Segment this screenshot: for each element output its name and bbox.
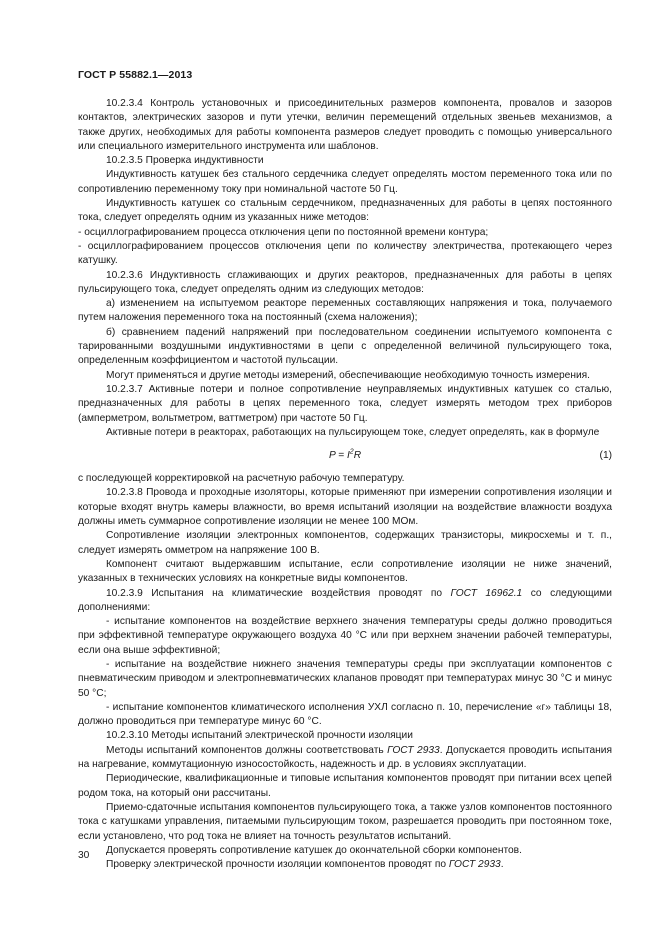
standard-reference: ГОСТ 2933 <box>448 859 501 871</box>
paragraph: 10.2.3.6 Индуктивность сглаживающих и других реакторов, предназначенных для работы в цепях пульсирующего тока, следует определять одним из следующих методов: <box>78 269 612 295</box>
standard-reference: ГОСТ 2933 <box>387 744 440 756</box>
list-item: б) сравнением падений напряжений при последовательном соединении испытуемого компонента с тарированными воздушными индуктивностями в цепи с определенной величиной пульсирующего тока, определенным коэффициентом и частотой пульсации. <box>78 326 612 367</box>
paragraph: Активные потери в реакторах, работающих на пульсирующем токе, следует определять, как в формуле <box>106 426 600 438</box>
list-item: - испытание на воздействие нижнего значения температуры среды при эксплуатации компонентов с пневматическим приводом и электропневматических клапанов проводят при температурах минус 30 °С и минус 50 °С; <box>78 658 612 699</box>
formula-number: (1) <box>599 450 612 462</box>
text-run: со следующими дополнениями: <box>78 587 612 613</box>
paragraph: 10.2.3.4 Контроль установочных и присоединительных размеров компонента, провалов и зазоров контактов, электрических зазоров и пути утечки, величин перемещений отдельных звеньев механизмов, а также других, необходимых для работы компонента размеров следует проводить с помощью универсального или специального измерительного инструмента или шаблонов. <box>78 98 612 152</box>
list-item: - испытание компонентов климатического исполнения УХЛ согласно п. 10, перечисление «г» таблицы 18, должно проводиться при температуре минус 60 °С. <box>78 701 612 728</box>
paragraph: с последующей корректировкой на расчетную рабочую температуру. <box>78 473 405 485</box>
list-item: - испытание компонентов на воздействие верхнего значения температуры среды должно проводиться при эффективной температуре окружающего воздуха 40 °С или при верхнем значении рабочей температуры, если она выше эффективной; <box>78 616 612 656</box>
formula-lhs: P = I <box>328 450 350 462</box>
list-item: - осциллографированием процессов отключения цепи по количеству электричества, протекающего через катушку. <box>78 240 612 267</box>
paragraph: Индуктивность катушек со стальным сердечником, предназначенных для работы в цепях постоянного тока, следует определять одним из указанных ниже методов: <box>78 198 612 224</box>
formula-rhs: R <box>353 450 362 462</box>
list-item: а) изменением на испытуемом реакторе переменных составляющих напряжения и тока, получаемого путем наложения переменного тока на постоянный (схема наложения); <box>78 298 612 324</box>
paragraph <box>78 858 612 872</box>
paragraph: Сопротивление изоляции электронных компонентов, содержащих транзисторы, микросхемы и т. п., следует измерять омметром на напряжение 100 В. <box>78 530 612 556</box>
list-item: - осциллографированием процесса отключения цепи по постоянной времени контура; <box>78 226 489 238</box>
text-run: Проверку электрической прочности изоляции компонентов проводят по <box>106 859 449 871</box>
formula-exponent: 2 <box>349 448 354 456</box>
document-header: ГОСТ Р 55882.1—2013 <box>78 69 193 81</box>
text-run: . <box>500 859 504 871</box>
text-run: Методы испытаний компонентов должны соответствовать <box>106 744 388 756</box>
section-heading: 10.2.3.5 Проверка индуктивности <box>106 155 264 167</box>
formula <box>78 444 612 470</box>
page-number: 30 <box>78 850 90 861</box>
paragraph: Приемо-сдаточные испытания компонентов пульсирующего тока, а также узлов компонентов постоянного тока с катушками управления, питаемыми пульсирующим током, разрешается проводить при постоянном токе, если установлено, что род тока не влияет на точность результатов испытаний. <box>78 801 612 842</box>
paragraph: Допускается проверять сопротивление катушек до окончательной сборки компонентов. <box>106 844 522 856</box>
formula-expression <box>78 449 612 463</box>
paragraph: 10.2.3.7 Активные потери и полное сопротивление неуправляемых индуктивных катушек со сталью, предназначенных для работы в цепях переменного тока, следует измерять методом трех приборов (амперметром, вольтметром, ваттметром) при частоте 50 Гц. <box>78 383 612 424</box>
paragraph: Периодические, квалификационные и типовые испытания компонентов проводят при питании всех цепей родом тока, на который они рассчитаны. <box>78 773 612 799</box>
paragraph: 10.2.3.8 Провода и проходные изоляторы, которые применяют при измерении сопротивления изоляции и которые входят внутрь камеры влажности, во время испытаний изоляции на воздействие влажности воздуха должны иметь суммарное сопротивление изоляции не менее 100 МОм. <box>78 487 612 528</box>
document-body <box>78 97 612 872</box>
paragraph <box>78 744 612 773</box>
text-run: . Допускается проводить испытания на нагревание, коммутационную износостойкость, надежность и др. в условиях эксплуатации. <box>78 744 612 771</box>
standard-reference: ГОСТ 16962.1 <box>450 587 523 599</box>
paragraph: Индуктивность катушек без стального сердечника следует определять мостом переменного тока или по сопротивлению переменному току при номинальной частоте 50 Гц. <box>78 169 612 195</box>
section-heading: 10.2.3.10 Методы испытаний электрической прочности изоляции <box>106 730 413 742</box>
paragraph: Компонент считают выдержавшим испытание, если сопротивление изоляции не ниже значений, указанных в технических условиях на конкретные виды компонентов. <box>78 558 612 585</box>
paragraph: Могут применяться и другие методы измерений, обеспечивающие необходимую точность измерения. <box>106 369 591 381</box>
text-run: 10.2.3.9 Испытания на климатические воздействия проводят по <box>106 587 451 599</box>
paragraph <box>78 587 612 616</box>
